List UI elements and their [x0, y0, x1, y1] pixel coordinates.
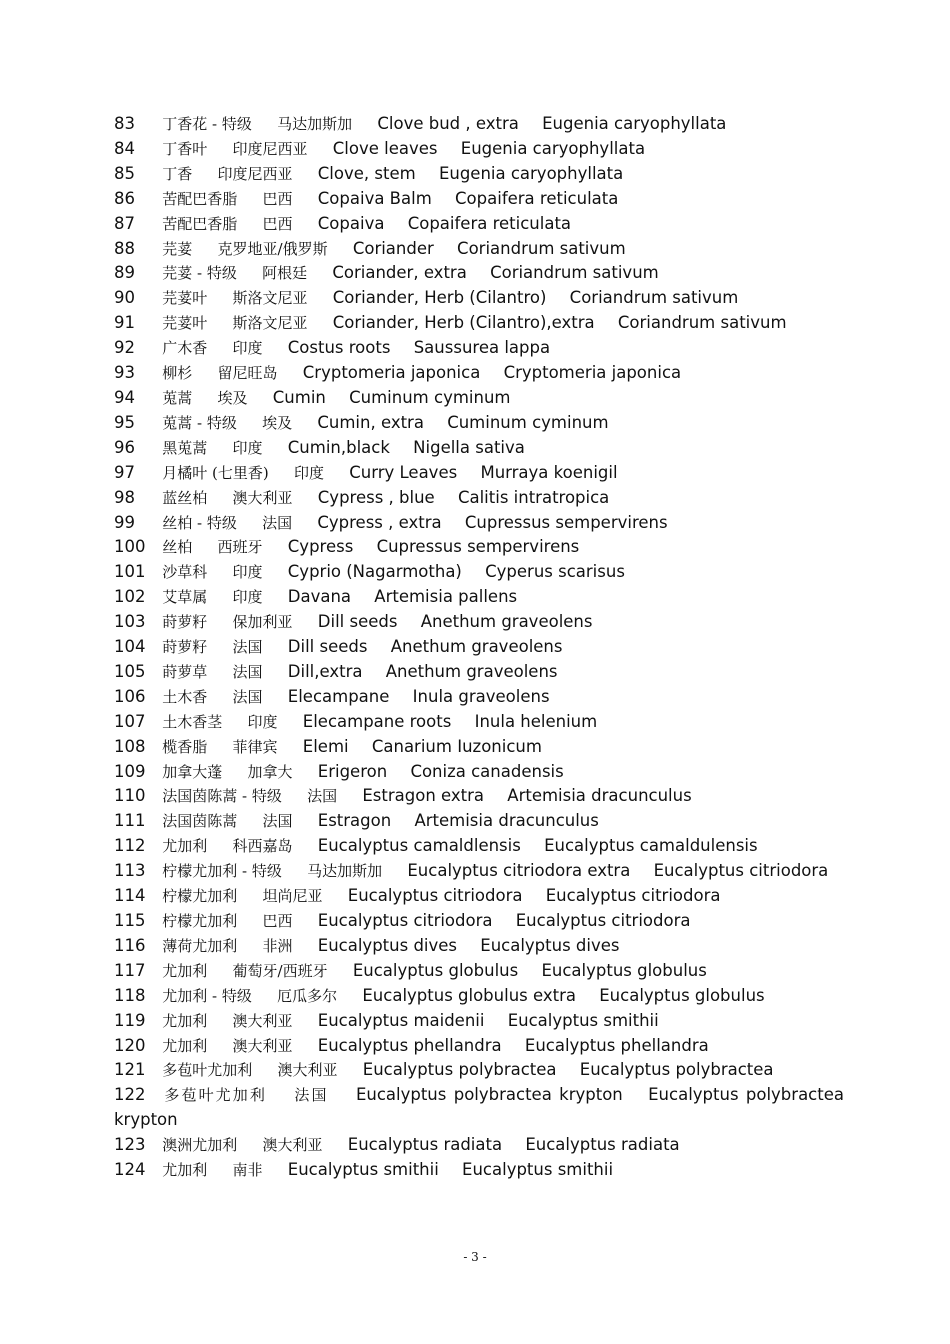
list-item [114, 834, 844, 859]
chinese-name: 莳萝籽 [162, 638, 208, 657]
item-number: 112 [114, 836, 146, 856]
origin: 法国 [232, 687, 263, 706]
english-name: Eucalyptus globulus [352, 960, 519, 980]
list-item [114, 984, 844, 1009]
chinese-name: 尤加利 [162, 961, 208, 980]
list-item [114, 162, 844, 187]
latin-name: Eucalyptus smithii [462, 1160, 614, 1180]
item-number: 88 [114, 238, 135, 258]
origin: 澳大利亚 [232, 1036, 293, 1055]
chinese-name: 广木香 [162, 339, 208, 358]
latin-name: Eucalyptus phellandra [524, 1035, 709, 1055]
item-number: 83 [114, 114, 135, 133]
english-name: Curry Leaves [349, 462, 458, 482]
item-number: 122 [114, 1085, 146, 1105]
latin-name: Coriandrum sativum [569, 288, 739, 308]
chinese-name: 莵蒿 - 特级 [162, 413, 237, 432]
latin-name: Eucalyptus polybractea krypton [114, 1085, 844, 1130]
item-number: 97 [114, 462, 135, 482]
item-number: 107 [114, 711, 146, 731]
latin-name: Cyperus scarisus [485, 562, 625, 582]
item-number: 99 [114, 512, 135, 532]
list-item [114, 784, 844, 809]
english-name: Coriander, Herb (Cilantro) [332, 288, 547, 308]
list-item [114, 386, 844, 411]
latin-name: Eugenia caryophyllata [438, 163, 624, 183]
english-name: Eucalyptus polybractea krypton [355, 1085, 623, 1105]
item-number: 89 [114, 263, 135, 283]
latin-name: Eucalyptus polybractea [579, 1060, 774, 1080]
english-name: Eucalyptus maidenii [317, 1010, 485, 1030]
chinese-name: 丝柏 [162, 538, 193, 557]
list-item [114, 436, 844, 461]
english-name: Estragon extra [362, 786, 485, 806]
page-number: - 3 - [463, 1250, 487, 1264]
chinese-name: 加拿大蓬 [162, 762, 223, 781]
list-item [114, 735, 844, 760]
english-name: Eucalyptus camaldlensis [317, 836, 521, 856]
origin: 澳大利亚 [232, 1011, 293, 1030]
latin-name: Copaifera reticulata [407, 213, 572, 233]
item-number: 95 [114, 412, 135, 432]
origin: 马达加斯加 [277, 115, 353, 133]
list-item [114, 1058, 844, 1083]
origin: 克罗地亚/俄罗斯 [217, 239, 328, 258]
item-number: 104 [114, 637, 146, 657]
chinese-name: 柠檬尤加利 [162, 887, 238, 906]
list-item [114, 934, 844, 959]
item-number: 84 [114, 138, 135, 158]
english-name: Clove, stem [317, 163, 416, 183]
item-number: 124 [114, 1160, 146, 1180]
english-name: Cumin, extra [317, 412, 424, 432]
item-number: 118 [114, 985, 146, 1005]
item-number: 111 [114, 811, 146, 831]
english-name: Eucalyptus citriodora [347, 886, 523, 906]
english-name: Coriander, extra [332, 263, 467, 283]
item-number: 105 [114, 661, 146, 681]
english-name: Estragon [317, 811, 392, 831]
english-name: Cypress , blue [317, 487, 435, 507]
chinese-name: 柳杉 [162, 364, 193, 383]
item-number: 101 [114, 562, 146, 582]
list-item [114, 1034, 844, 1059]
english-name: Eucalyptus citriodora [317, 911, 493, 930]
item-number: 102 [114, 587, 146, 607]
item-number: 94 [114, 387, 135, 407]
english-name: Erigeron [317, 761, 388, 781]
chinese-name: 苦配巴香脂 [162, 189, 238, 208]
origin: 葡萄牙/西班牙 [232, 961, 328, 980]
english-name: Cumin,black [287, 437, 390, 457]
chinese-name: 土木香茎 [162, 712, 223, 731]
chinese-name: 莳萝草 [162, 662, 208, 681]
item-number: 121 [114, 1060, 146, 1080]
origin: 印度 [293, 463, 324, 482]
list-item [114, 212, 844, 237]
english-name: Cypress , extra [317, 512, 442, 532]
origin: 印度 [232, 563, 263, 582]
item-number: 110 [114, 786, 146, 806]
origin: 澳大利亚 [262, 1136, 323, 1155]
english-name: Eucalyptus globulus extra [362, 985, 576, 1005]
item-number: 90 [114, 288, 135, 308]
chinese-name: 莵蒿 [162, 388, 193, 407]
list-item [114, 137, 844, 162]
item-number: 86 [114, 188, 135, 208]
english-name: Eucalyptus smithii [287, 1160, 439, 1180]
list-item [114, 112, 844, 137]
chinese-name: 尤加利 - 特级 [162, 986, 252, 1005]
chinese-name: 艾草属 [162, 588, 208, 607]
chinese-name: 多苞叶尤加利 [164, 1086, 268, 1105]
latin-name: Cryptomeria japonica [503, 363, 682, 383]
latin-name: Artemisia dracunculus [414, 811, 599, 831]
origin: 埃及 [217, 388, 248, 407]
chinese-name: 法国茵陈蒿 [162, 812, 238, 831]
latin-name: Artemisia pallens [374, 587, 518, 607]
list-item [114, 560, 844, 585]
origin: 印度 [247, 712, 278, 731]
chinese-name: 尤加利 [162, 1036, 208, 1055]
list-item [114, 660, 844, 685]
origin: 法国 [232, 662, 263, 681]
origin: 印度 [232, 438, 263, 457]
chinese-name: 莳萝籽 [162, 613, 208, 632]
origin: 法国 [262, 513, 293, 532]
latin-name: Cuminum cyminum [349, 387, 511, 407]
item-number: 91 [114, 313, 135, 333]
chinese-name: 芫荽 [162, 239, 193, 258]
chinese-name: 薄荷尤加利 [162, 936, 238, 955]
origin: 菲律宾 [232, 737, 278, 756]
latin-name: Eucalyptus globulus [541, 960, 707, 980]
origin: 马达加斯加 [307, 862, 383, 881]
item-number: 116 [114, 935, 146, 955]
latin-name: Eucalyptus citriodora [545, 886, 721, 906]
latin-name: Eucalyptus radiata [525, 1135, 680, 1155]
origin: 巴西 [262, 189, 293, 208]
latin-name: Eucalyptus smithii [507, 1010, 659, 1030]
origin: 厄瓜多尔 [277, 986, 338, 1005]
origin: 斯洛文尼亚 [232, 314, 308, 333]
item-number: 93 [114, 363, 135, 383]
list-item [114, 909, 844, 934]
origin: 南非 [232, 1161, 263, 1180]
list-item [114, 1158, 844, 1183]
origin: 非洲 [262, 936, 293, 955]
english-name: Coriander, Herb (Cilantro),extra [332, 313, 595, 333]
latin-name: Copaifera reticulata [455, 188, 619, 208]
list-item [114, 809, 844, 834]
origin: 印度尼西亚 [217, 164, 293, 183]
latin-name: Inula helenium [474, 711, 598, 731]
latin-name: Calitis intratropica [457, 487, 610, 507]
list-item [114, 1133, 844, 1158]
english-name: Eucalyptus dives [317, 935, 458, 955]
latin-name: Saussurea lappa [413, 338, 551, 358]
chinese-name: 月橘叶 (七里香) [162, 463, 269, 482]
chinese-name: 澳洲尤加利 [162, 1136, 238, 1155]
origin: 埃及 [262, 413, 293, 432]
chinese-name: 蓝丝柏 [162, 488, 208, 507]
chinese-name: 丁香叶 [162, 139, 208, 158]
list-item [114, 336, 844, 361]
latin-name: Canarium Iuzonicum [371, 736, 542, 756]
origin: 澳大利亚 [232, 488, 293, 507]
list-item [114, 535, 844, 560]
latin-name: Inula graveolens [412, 686, 550, 706]
chinese-name: 尤加利 [162, 1161, 208, 1180]
item-number: 115 [114, 911, 146, 930]
origin: 留尼旺岛 [217, 364, 278, 383]
list-item [114, 311, 844, 336]
english-name: Eucalyptus citriodora extra [407, 861, 631, 881]
item-number: 98 [114, 487, 135, 507]
oil-list [114, 112, 844, 1183]
english-name: Elecampane [287, 686, 390, 706]
list-item [114, 511, 844, 536]
latin-name: Eucalyptus globulus [599, 985, 765, 1005]
list-item [114, 959, 844, 984]
latin-name: Anethum graveolens [390, 637, 563, 657]
origin: 印度尼西亚 [232, 139, 308, 158]
latin-name: Anethum graveolens [420, 612, 593, 632]
english-name: Copaiva [317, 213, 385, 233]
latin-name: Cupressus sempervirens [464, 512, 668, 532]
origin: 法国 [232, 638, 263, 657]
list-item [114, 461, 844, 486]
chinese-name: 法国茵陈蒿 - 特级 [162, 787, 282, 806]
chinese-name: 苦配巴香脂 [162, 214, 238, 233]
chinese-name: 芫荽叶 [162, 289, 208, 308]
latin-name: Eucalyptus citriodora [653, 861, 829, 881]
list-item [114, 286, 844, 311]
latin-name: Eugenia caryophyllata [542, 114, 727, 133]
latin-name: Artemisia dracunculus [507, 786, 692, 806]
chinese-name: 柠檬尤加利 - 特级 [162, 862, 282, 881]
origin: 巴西 [262, 214, 293, 233]
english-name: Clove bud , extra [377, 114, 519, 133]
origin: 法国 [307, 787, 338, 806]
english-name: Coriander [352, 238, 434, 258]
list-item [114, 610, 844, 635]
list-item [114, 635, 844, 660]
list-item [114, 884, 844, 909]
latin-name: Anethum graveolens [385, 661, 558, 681]
item-number: 113 [114, 861, 146, 881]
item-number: 117 [114, 960, 146, 980]
origin: 巴西 [262, 912, 293, 930]
list-item [114, 411, 844, 436]
english-name: Clove leaves [332, 138, 438, 158]
latin-name: Nigella sativa [413, 437, 525, 457]
english-name: Dill seeds [317, 612, 398, 632]
list-item [114, 261, 844, 286]
chinese-name: 土木香 [162, 687, 208, 706]
latin-name: Eucalyptus camaldulensis [544, 836, 758, 856]
list-item [114, 585, 844, 610]
english-name: Cumin [272, 387, 326, 407]
item-number: 120 [114, 1035, 146, 1055]
origin: 法国 [294, 1086, 329, 1105]
origin: 印度 [232, 588, 263, 607]
chinese-name: 榄香脂 [162, 737, 208, 756]
origin: 坦尚尼亚 [262, 887, 323, 906]
origin: 西班牙 [217, 538, 263, 557]
chinese-name: 柠檬尤加利 [162, 912, 238, 930]
item-number: 96 [114, 437, 135, 457]
chinese-name: 尤加利 [162, 1011, 208, 1030]
origin: 科西嘉岛 [232, 837, 293, 856]
english-name: Cypress [287, 537, 354, 557]
list-item [114, 685, 844, 710]
origin: 印度 [232, 339, 263, 358]
chinese-name: 丁香 [162, 164, 193, 183]
item-number: 106 [114, 686, 146, 706]
latin-name: Eucalyptus dives [480, 935, 620, 955]
english-name: Eucalyptus radiata [347, 1135, 503, 1155]
latin-name: Coriandrum sativum [490, 263, 659, 283]
chinese-name: 多苞叶尤加利 [162, 1061, 253, 1080]
latin-name: Coriandrum sativum [457, 238, 626, 258]
list-item [114, 859, 844, 884]
latin-name: Eugenia caryophyllata [460, 138, 646, 158]
origin: 加拿大 [247, 762, 293, 781]
latin-name: Coriandrum sativum [617, 313, 787, 333]
list-item [114, 710, 844, 735]
english-name: Copaiva Balm [317, 188, 432, 208]
list-item [114, 1083, 844, 1133]
origin: 斯洛文尼亚 [232, 289, 308, 308]
list-item [114, 486, 844, 511]
english-name: Dill seeds [287, 637, 368, 657]
english-name: Elemi [302, 736, 349, 756]
latin-name: Cupressus sempervirens [376, 537, 580, 557]
list-item [114, 760, 844, 785]
list-item [114, 1009, 844, 1034]
english-name: Cryptomeria japonica [302, 363, 481, 383]
chinese-name: 丝柏 - 特级 [162, 513, 237, 532]
chinese-name: 黑莵蒿 [162, 438, 208, 457]
english-name: Cyprio (Nagarmotha) [287, 562, 462, 582]
latin-name: Cuminum cyminum [447, 412, 609, 432]
english-name: Eucalyptus phellandra [317, 1035, 502, 1055]
item-number: 87 [114, 213, 135, 233]
latin-name: Murraya koenigil [480, 462, 618, 482]
origin: 阿根廷 [262, 264, 308, 283]
latin-name: Coniza canadensis [410, 761, 564, 781]
chinese-name: 芫荽 - 特级 [162, 264, 237, 283]
english-name: Eucalyptus polybractea [362, 1060, 557, 1080]
english-name: Elecampane roots [302, 711, 452, 731]
chinese-name: 尤加利 [162, 837, 208, 856]
origin: 保加利亚 [232, 613, 293, 632]
chinese-name: 沙草科 [162, 563, 208, 582]
item-number: 100 [114, 537, 146, 557]
list-item [114, 237, 844, 262]
item-number: 109 [114, 761, 146, 781]
origin: 澳大利亚 [277, 1061, 338, 1080]
english-name: Davana [287, 587, 352, 607]
item-number: 108 [114, 736, 146, 756]
item-number: 114 [114, 886, 146, 906]
item-number: 85 [114, 163, 135, 183]
item-number: 123 [114, 1135, 146, 1155]
latin-name: Eucalyptus citriodora [515, 911, 691, 930]
chinese-name: 丁香花 - 特级 [162, 115, 252, 133]
origin: 法国 [262, 812, 293, 831]
list-item [114, 187, 844, 212]
item-number: 119 [114, 1010, 146, 1030]
chinese-name: 芫荽叶 [162, 314, 208, 333]
item-number: 92 [114, 338, 135, 358]
item-number: 103 [114, 612, 146, 632]
english-name: Dill,extra [287, 661, 363, 681]
english-name: Costus roots [287, 338, 391, 358]
list-item [114, 361, 844, 386]
